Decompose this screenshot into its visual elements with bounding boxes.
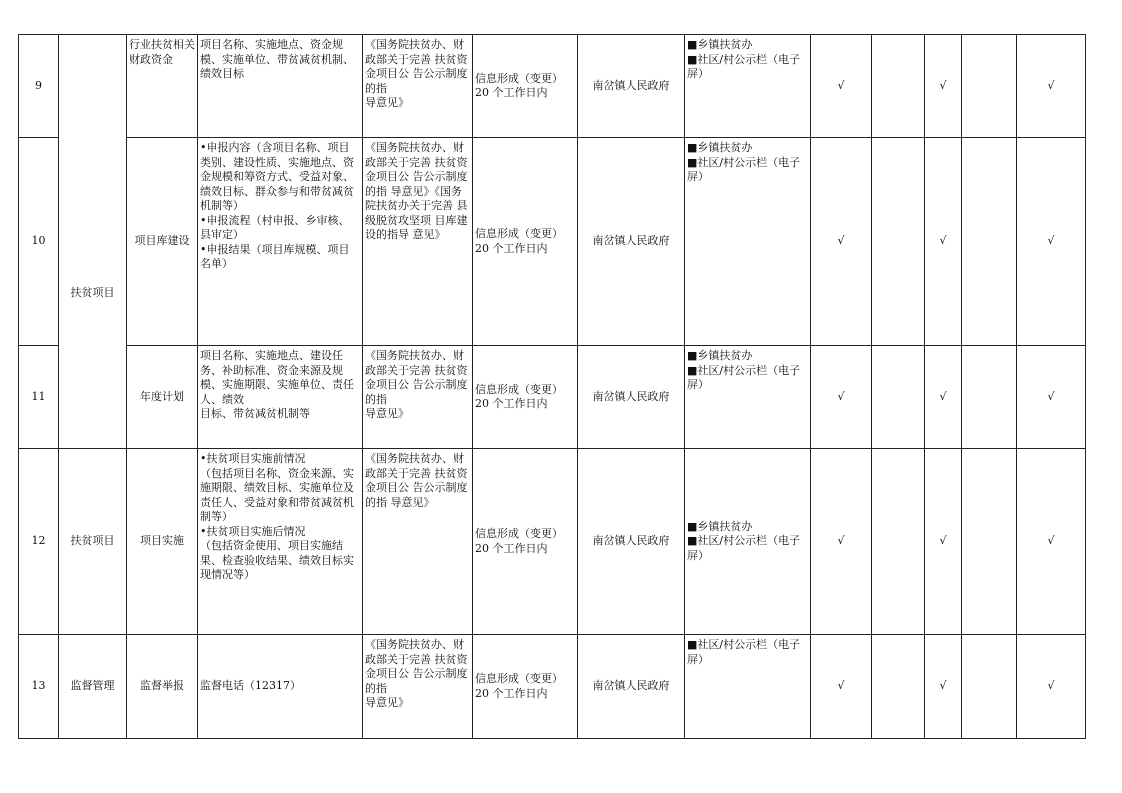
subject-cell: 南岔镇人民政府 <box>578 35 685 138</box>
content-cell: •扶贫项目实施前情况 （包括项目名称、资金来源、实施期限、绩效目标、实施单位及责任人、受益对象和带贫减贫机制等） •扶贫项目实施后情况 （包括资金使用、项目实施结果、检查验收结果、绩效目标实现情况等） <box>198 449 363 635</box>
row-number: 11 <box>19 346 59 449</box>
channel-cell: ■社区/村公示栏（电子屏） <box>685 635 811 739</box>
check-cell <box>872 138 925 346</box>
check-cell <box>872 635 925 739</box>
check-cell: √ <box>925 635 962 739</box>
channel-cell: ■乡镇扶贫办 ■社区/村公示栏（电子屏） <box>685 138 811 346</box>
channel-cell: ■乡镇扶贫办 ■社区/村公示栏（电子屏） <box>685 449 811 635</box>
content-cell: 项目名称、实施地点、资金规模、实施单位、带贫减贫机制、绩效目标 <box>198 35 363 138</box>
check-cell <box>962 346 1017 449</box>
subject-cell: 南岔镇人民政府 <box>578 449 685 635</box>
content-cell: 监督电话（12317） <box>198 635 363 739</box>
row-number: 9 <box>19 35 59 138</box>
table-row <box>19 635 1086 739</box>
period-cell: 信息形成（变更） 20 个工作日内 <box>473 35 578 138</box>
row-number: 10 <box>19 138 59 346</box>
category-cell: 监督管理 <box>59 635 127 739</box>
check-cell <box>962 138 1017 346</box>
disclosure-table <box>18 34 1086 739</box>
subject-cell: 南岔镇人民政府 <box>578 138 685 346</box>
check-cell: √ <box>811 449 872 635</box>
item-cell: 项目实施 <box>127 449 198 635</box>
basis-cell: 《国务院扶贫办、财政部关于完善 扶贫资金项目公 告公示制度的指 导意见》 <box>363 35 473 138</box>
check-cell <box>962 35 1017 138</box>
check-cell <box>962 635 1017 739</box>
period-cell: 信息形成（变更） 20 个工作日内 <box>473 346 578 449</box>
basis-cell: 《国务院扶贫办、财政部关于完善 扶贫资金项目公 告公示制度的指 导意见》 <box>363 346 473 449</box>
item-cell: 项目库建设 <box>127 138 198 346</box>
table-row <box>19 35 1086 138</box>
check-cell: √ <box>811 635 872 739</box>
check-cell <box>872 35 925 138</box>
check-cell <box>872 346 925 449</box>
check-cell: √ <box>811 35 872 138</box>
check-cell: √ <box>925 346 962 449</box>
check-cell <box>872 449 925 635</box>
period-cell: 信息形成（变更） 20 个工作日内 <box>473 635 578 739</box>
table-row <box>19 449 1086 635</box>
table-row <box>19 346 1086 449</box>
check-cell: √ <box>1017 635 1086 739</box>
subject-cell: 南岔镇人民政府 <box>578 346 685 449</box>
basis-cell: 《国务院扶贫办、财政部关于完善 扶贫资金项目公 告公示制度的指 导意见》 <box>363 449 473 635</box>
check-cell: √ <box>1017 449 1086 635</box>
item-cell: 年度计划 <box>127 346 198 449</box>
period-cell: 信息形成（变更） 20 个工作日内 <box>473 138 578 346</box>
check-cell: √ <box>925 138 962 346</box>
subject-cell: 南岔镇人民政府 <box>578 635 685 739</box>
content-cell: •申报内容（含项目名称、项目类别、建设性质、实施地点、资金规模和筹资方式、受益对象、绩效目标、群众参与和带贫减贫机制等） •申报流程（村申报、乡审核、县审定） •申报结果（项目库规模、项目名单） <box>198 138 363 346</box>
period-cell: 信息形成（变更） 20 个工作日内 <box>473 449 578 635</box>
content-cell: 项目名称、实施地点、建设任务、补助标准、资金来源及规模、实施期限、实施单位、责任人、绩效 目标、带贫减贫机制等 <box>198 346 363 449</box>
item-cell: 监督举报 <box>127 635 198 739</box>
check-cell: √ <box>811 138 872 346</box>
category-cell: 扶贫项目 <box>59 449 127 635</box>
check-cell: √ <box>1017 346 1086 449</box>
channel-cell: ■乡镇扶贫办 ■社区/村公示栏（电子屏） <box>685 346 811 449</box>
channel-cell: ■乡镇扶贫办 ■社区/村公示栏（电子屏） <box>685 35 811 138</box>
category-cell <box>59 35 127 138</box>
category-cell: 扶贫项目 <box>59 138 127 449</box>
check-cell: √ <box>811 346 872 449</box>
check-cell: √ <box>925 449 962 635</box>
check-cell: √ <box>1017 35 1086 138</box>
check-cell <box>962 449 1017 635</box>
basis-cell: 《国务院扶贫办、财政部关于完善 扶贫资金项目公 告公示制度的指 导意见》《国务院扶贫办关于完善 县级脱贫攻坚项 目库建设的指导 意见》 <box>363 138 473 346</box>
basis-cell: 《国务院扶贫办、财政部关于完善 扶贫资金项目公 告公示制度的指 导意见》 <box>363 635 473 739</box>
check-cell: √ <box>1017 138 1086 346</box>
item-cell: 行业扶贫相关财政资金 <box>127 35 198 138</box>
table-row <box>19 138 1086 346</box>
row-number: 12 <box>19 449 59 635</box>
row-number: 13 <box>19 635 59 739</box>
check-cell: √ <box>925 35 962 138</box>
